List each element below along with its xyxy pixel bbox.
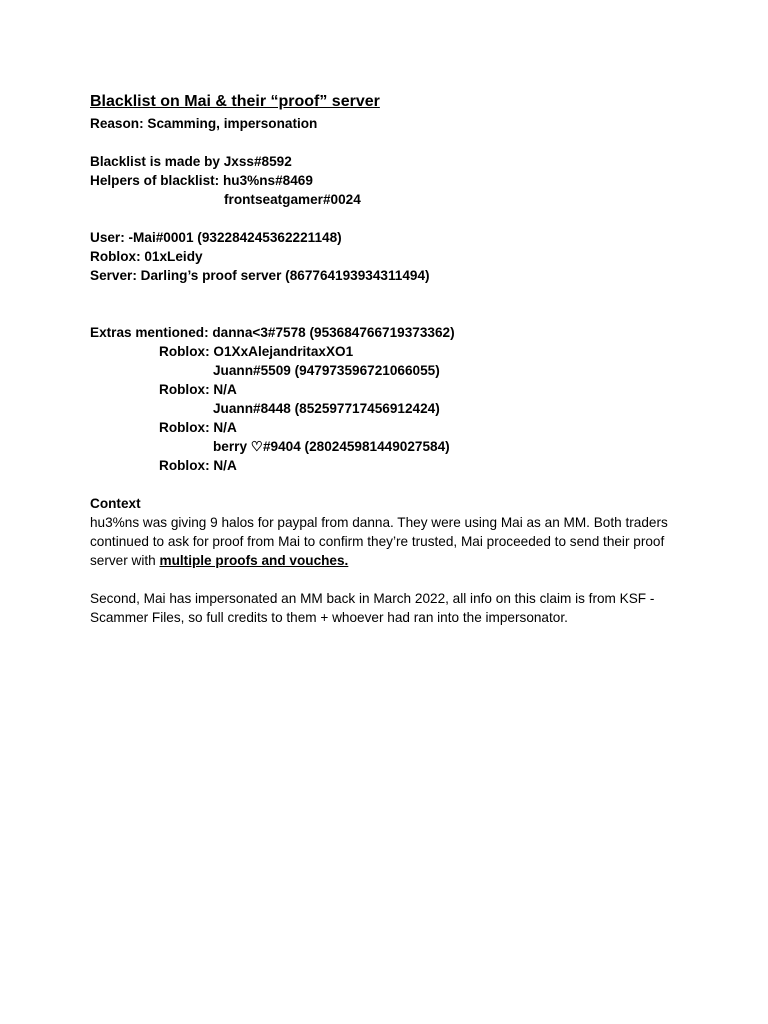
context-paragraph-2: Second, Mai has impersonated an MM back in March 2022, all info on this claim is from KSF - Scammer Files, so full credits to them + whoever had ran into the impersonator.	[90, 591, 655, 625]
made-by-line: Blacklist is made by Jxss#8592	[90, 154, 292, 169]
extras-list	[90, 342, 680, 475]
context-emphasis: multiple proofs and vouches.	[159, 553, 349, 568]
server-line: Server: Darling’s proof server (867764193934311494)	[90, 268, 430, 283]
spacer	[90, 570, 680, 589]
spacer	[90, 133, 680, 152]
reason-line: Reason: Scamming, impersonation	[90, 116, 318, 131]
extras-item: Roblox: N/A	[159, 420, 237, 435]
context-paragraph-1	[90, 513, 680, 570]
extras-item: Roblox: N/A	[159, 382, 237, 397]
spacer	[90, 285, 680, 323]
helpers-line: Helpers of blacklist: hu3%ns#8469	[90, 173, 313, 188]
extras-item: Roblox: N/A	[159, 458, 237, 473]
user-line: User: -Mai#0001 (932284245362221148)	[90, 230, 342, 245]
spacer	[90, 209, 680, 228]
extras-item: berry ♡#9404 (280245981449027584)	[213, 439, 450, 454]
document-title: Blacklist on Mai & their “proof” server	[90, 93, 380, 110]
extras-heading: Extras mentioned: danna<3#7578 (953684766719373362)	[90, 325, 455, 340]
extras-item: Juann#8448 (852597717456912424)	[213, 401, 440, 416]
context-heading: Context	[90, 496, 141, 511]
extras-item: Juann#5509 (947973596721066055)	[213, 363, 440, 378]
context-paragraph-1-text: hu3%ns was giving 9 halos for paypal from danna. They were using Mai as an MM. Both traders continued to ask for proof from Mai to confirm they’re trusted, Mai proceeded to send their proof server with	[90, 515, 668, 568]
document-page	[90, 92, 680, 627]
roblox-line: Roblox: 01xLeidy	[90, 249, 203, 264]
spacer	[90, 475, 680, 494]
helpers-line-continued: frontseatgamer#0024	[224, 192, 361, 207]
extras-item: Roblox: O1XxAlejandritaxXO1	[159, 344, 354, 359]
